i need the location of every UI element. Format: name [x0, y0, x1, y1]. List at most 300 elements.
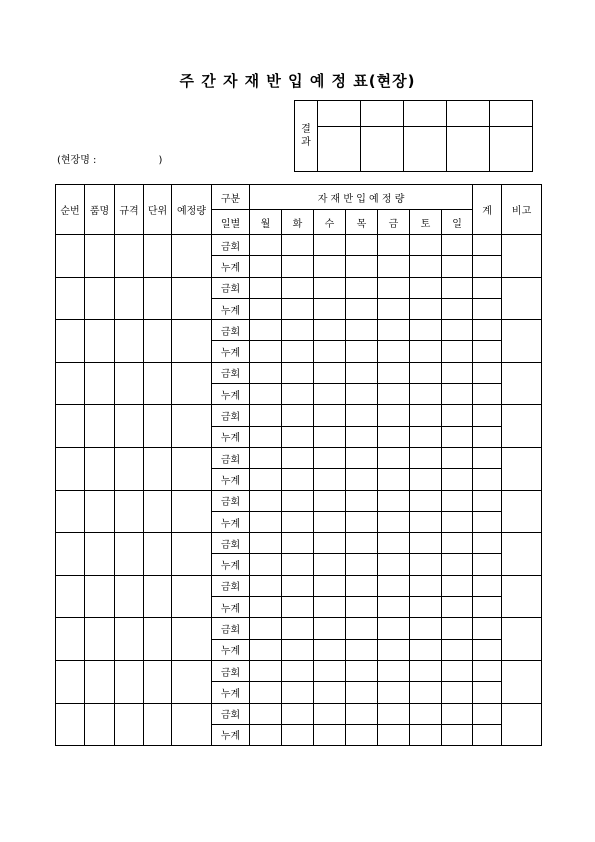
- day-value-cell[interactable]: [378, 362, 410, 383]
- day-value-cell[interactable]: [442, 703, 473, 724]
- day-value-cell[interactable]: [346, 660, 378, 681]
- day-value-cell[interactable]: [346, 256, 378, 277]
- seq-cell[interactable]: [56, 447, 85, 490]
- day-value-cell[interactable]: [378, 575, 410, 596]
- planned-cell[interactable]: [172, 447, 212, 490]
- row-label-cumulative: 누계: [212, 682, 250, 703]
- spec-cell[interactable]: [115, 405, 144, 448]
- spec-cell[interactable]: [115, 447, 144, 490]
- item-cell[interactable]: [85, 490, 115, 533]
- seq-cell[interactable]: [56, 277, 85, 320]
- day-value-cell[interactable]: [250, 277, 282, 298]
- unit-cell[interactable]: [144, 277, 172, 320]
- day-value-cell[interactable]: [314, 447, 346, 468]
- approval-label: [295, 101, 318, 172]
- day-value-cell[interactable]: [282, 362, 314, 383]
- total-cell[interactable]: [473, 235, 502, 256]
- day-value-cell[interactable]: [378, 320, 410, 341]
- day-value-cell[interactable]: [410, 256, 442, 277]
- day-value-cell[interactable]: [250, 660, 282, 681]
- day-value-cell[interactable]: [442, 554, 473, 575]
- day-value-cell[interactable]: [442, 256, 473, 277]
- total-cell[interactable]: [473, 660, 502, 681]
- item-cell[interactable]: [85, 362, 115, 405]
- day-value-cell[interactable]: [378, 490, 410, 511]
- day-value-cell[interactable]: [410, 298, 442, 319]
- spec-cell[interactable]: [115, 235, 144, 278]
- total-cell[interactable]: [473, 724, 502, 745]
- day-value-cell[interactable]: [442, 490, 473, 511]
- item-cell[interactable]: [85, 320, 115, 363]
- planned-cell[interactable]: [172, 362, 212, 405]
- seq-cell[interactable]: [56, 660, 85, 703]
- day-value-cell[interactable]: [314, 235, 346, 256]
- day-value-cell[interactable]: [282, 277, 314, 298]
- day-value-cell[interactable]: [410, 469, 442, 490]
- day-value-cell[interactable]: [250, 682, 282, 703]
- col-header-item: 품명: [85, 185, 115, 235]
- day-value-cell[interactable]: [250, 490, 282, 511]
- item-cell[interactable]: [85, 447, 115, 490]
- day-value-cell[interactable]: [314, 575, 346, 596]
- spec-cell[interactable]: [115, 320, 144, 363]
- day-value-cell[interactable]: [250, 298, 282, 319]
- day-value-cell[interactable]: [346, 469, 378, 490]
- seq-cell[interactable]: [56, 703, 85, 746]
- day-value-cell[interactable]: [282, 618, 314, 639]
- day-value-cell[interactable]: [378, 384, 410, 405]
- total-cell[interactable]: [473, 362, 502, 383]
- day-value-cell[interactable]: [282, 490, 314, 511]
- planned-cell[interactable]: [172, 618, 212, 661]
- spec-cell[interactable]: [115, 703, 144, 746]
- col-header-category: 구분: [212, 185, 250, 210]
- row-label-current: 금회: [212, 703, 250, 724]
- row-label-current: 금회: [212, 277, 250, 298]
- spec-cell[interactable]: [115, 618, 144, 661]
- row-label-current: 금회: [212, 533, 250, 554]
- day-value-cell[interactable]: [250, 405, 282, 426]
- day-value-cell[interactable]: [282, 341, 314, 362]
- unit-cell[interactable]: [144, 235, 172, 278]
- day-header-sun: 일: [442, 210, 473, 235]
- unit-cell[interactable]: [144, 660, 172, 703]
- day-value-cell[interactable]: [410, 426, 442, 447]
- col-header-remarks: 비고: [502, 185, 542, 235]
- total-cell[interactable]: [473, 447, 502, 468]
- row-label-current: 금회: [212, 320, 250, 341]
- total-cell[interactable]: [473, 490, 502, 511]
- seq-cell[interactable]: [56, 235, 85, 278]
- day-value-cell[interactable]: [378, 639, 410, 660]
- unit-cell[interactable]: [144, 618, 172, 661]
- unit-cell[interactable]: [144, 703, 172, 746]
- planned-cell[interactable]: [172, 235, 212, 278]
- day-value-cell[interactable]: [250, 447, 282, 468]
- day-value-cell[interactable]: [250, 618, 282, 639]
- day-value-cell[interactable]: [442, 533, 473, 554]
- day-value-cell[interactable]: [346, 724, 378, 745]
- row-label-cumulative: 누계: [212, 298, 250, 319]
- item-cell[interactable]: [85, 575, 115, 618]
- day-value-cell[interactable]: [442, 384, 473, 405]
- unit-cell[interactable]: [144, 320, 172, 363]
- day-value-cell[interactable]: [378, 447, 410, 468]
- total-cell[interactable]: [473, 682, 502, 703]
- planned-cell[interactable]: [172, 703, 212, 746]
- day-value-cell[interactable]: [410, 660, 442, 681]
- planned-cell[interactable]: [172, 320, 212, 363]
- day-value-cell[interactable]: [314, 597, 346, 618]
- day-value-cell[interactable]: [378, 597, 410, 618]
- day-value-cell[interactable]: [250, 703, 282, 724]
- total-cell[interactable]: [473, 320, 502, 341]
- day-value-cell[interactable]: [410, 533, 442, 554]
- day-header-thu: 목: [346, 210, 378, 235]
- day-value-cell[interactable]: [314, 511, 346, 532]
- planned-cell[interactable]: [172, 660, 212, 703]
- day-value-cell[interactable]: [250, 724, 282, 745]
- approval-sign-cell[interactable]: [490, 127, 533, 172]
- day-value-cell[interactable]: [378, 618, 410, 639]
- day-value-cell[interactable]: [282, 405, 314, 426]
- approval-header-cell[interactable]: [447, 101, 490, 127]
- day-value-cell[interactable]: [442, 405, 473, 426]
- day-value-cell[interactable]: [282, 511, 314, 532]
- spec-cell[interactable]: [115, 533, 144, 576]
- day-value-cell[interactable]: [410, 405, 442, 426]
- day-value-cell[interactable]: [282, 682, 314, 703]
- day-value-cell[interactable]: [346, 320, 378, 341]
- unit-cell[interactable]: [144, 533, 172, 576]
- spec-cell[interactable]: [115, 660, 144, 703]
- col-header-date: 일별: [212, 210, 250, 235]
- day-value-cell[interactable]: [250, 341, 282, 362]
- day-value-cell[interactable]: [250, 533, 282, 554]
- day-value-cell[interactable]: [346, 405, 378, 426]
- day-value-cell[interactable]: [442, 426, 473, 447]
- day-value-cell[interactable]: [442, 298, 473, 319]
- total-cell[interactable]: [473, 575, 502, 596]
- item-cell[interactable]: [85, 235, 115, 278]
- day-value-cell[interactable]: [378, 298, 410, 319]
- day-value-cell[interactable]: [346, 277, 378, 298]
- total-cell[interactable]: [473, 426, 502, 447]
- day-value-cell[interactable]: [378, 533, 410, 554]
- remarks-cell[interactable]: [502, 235, 542, 278]
- day-value-cell[interactable]: [442, 724, 473, 745]
- approval-header-cell[interactable]: [490, 101, 533, 127]
- day-value-cell[interactable]: [250, 384, 282, 405]
- total-cell[interactable]: [473, 298, 502, 319]
- spec-cell[interactable]: [115, 575, 144, 618]
- day-value-cell[interactable]: [250, 639, 282, 660]
- day-value-cell[interactable]: [410, 341, 442, 362]
- day-value-cell[interactable]: [250, 235, 282, 256]
- day-value-cell[interactable]: [346, 682, 378, 703]
- day-value-cell[interactable]: [378, 724, 410, 745]
- approval-sign-cell[interactable]: [404, 127, 447, 172]
- day-value-cell[interactable]: [410, 639, 442, 660]
- day-value-cell[interactable]: [314, 405, 346, 426]
- day-value-cell[interactable]: [442, 511, 473, 532]
- day-value-cell[interactable]: [282, 703, 314, 724]
- day-value-cell[interactable]: [314, 384, 346, 405]
- remarks-cell[interactable]: [502, 533, 542, 576]
- day-value-cell[interactable]: [282, 320, 314, 341]
- day-value-cell[interactable]: [282, 256, 314, 277]
- approval-header-cell[interactable]: [361, 101, 404, 127]
- unit-cell[interactable]: [144, 575, 172, 618]
- seq-cell[interactable]: [56, 320, 85, 363]
- day-header-tue: 화: [282, 210, 314, 235]
- day-value-cell[interactable]: [346, 447, 378, 468]
- day-value-cell[interactable]: [314, 724, 346, 745]
- day-value-cell[interactable]: [378, 469, 410, 490]
- remarks-cell[interactable]: [502, 490, 542, 533]
- day-value-cell[interactable]: [378, 703, 410, 724]
- day-value-cell[interactable]: [250, 597, 282, 618]
- unit-cell[interactable]: [144, 490, 172, 533]
- remarks-cell[interactable]: [502, 703, 542, 746]
- spec-cell[interactable]: [115, 362, 144, 405]
- table-row: [56, 490, 542, 511]
- day-value-cell[interactable]: [314, 618, 346, 639]
- material-schedule-table: [55, 184, 542, 746]
- day-value-cell[interactable]: [346, 298, 378, 319]
- approval-header-cell[interactable]: [318, 101, 361, 127]
- day-value-cell[interactable]: [442, 682, 473, 703]
- day-value-cell[interactable]: [282, 597, 314, 618]
- day-value-cell[interactable]: [282, 469, 314, 490]
- day-value-cell[interactable]: [250, 256, 282, 277]
- day-value-cell[interactable]: [410, 703, 442, 724]
- day-value-cell[interactable]: [282, 447, 314, 468]
- approval-box: [294, 100, 533, 172]
- total-cell[interactable]: [473, 618, 502, 639]
- day-value-cell[interactable]: [314, 660, 346, 681]
- seq-cell[interactable]: [56, 405, 85, 448]
- total-cell[interactable]: [473, 405, 502, 426]
- planned-cell[interactable]: [172, 575, 212, 618]
- remarks-cell[interactable]: [502, 320, 542, 363]
- day-value-cell[interactable]: [442, 639, 473, 660]
- day-value-cell[interactable]: [282, 575, 314, 596]
- day-value-cell[interactable]: [378, 682, 410, 703]
- day-value-cell[interactable]: [410, 235, 442, 256]
- seq-cell[interactable]: [56, 362, 85, 405]
- day-value-cell[interactable]: [442, 660, 473, 681]
- seq-cell[interactable]: [56, 533, 85, 576]
- approval-sign-cell[interactable]: [447, 127, 490, 172]
- remarks-cell[interactable]: [502, 277, 542, 320]
- remarks-cell[interactable]: [502, 618, 542, 661]
- day-value-cell[interactable]: [378, 235, 410, 256]
- day-value-cell[interactable]: [442, 362, 473, 383]
- planned-cell[interactable]: [172, 533, 212, 576]
- day-value-cell[interactable]: [346, 362, 378, 383]
- day-value-cell[interactable]: [250, 426, 282, 447]
- total-cell[interactable]: [473, 533, 502, 554]
- day-value-cell[interactable]: [442, 341, 473, 362]
- day-value-cell[interactable]: [410, 575, 442, 596]
- row-label-cumulative: 누계: [212, 724, 250, 745]
- item-cell[interactable]: [85, 405, 115, 448]
- site-name-line: [57, 151, 162, 166]
- day-value-cell[interactable]: [378, 256, 410, 277]
- remarks-cell[interactable]: [502, 575, 542, 618]
- day-value-cell[interactable]: [314, 469, 346, 490]
- day-value-cell[interactable]: [442, 469, 473, 490]
- spec-cell[interactable]: [115, 490, 144, 533]
- day-value-cell[interactable]: [314, 703, 346, 724]
- day-value-cell[interactable]: [410, 490, 442, 511]
- day-value-cell[interactable]: [282, 554, 314, 575]
- day-value-cell[interactable]: [314, 362, 346, 383]
- day-value-cell[interactable]: [378, 511, 410, 532]
- day-value-cell[interactable]: [250, 469, 282, 490]
- total-cell[interactable]: [473, 511, 502, 532]
- day-value-cell[interactable]: [314, 277, 346, 298]
- day-value-cell[interactable]: [314, 533, 346, 554]
- approval-sign-cell[interactable]: [318, 127, 361, 172]
- day-value-cell[interactable]: [410, 511, 442, 532]
- day-value-cell[interactable]: [442, 447, 473, 468]
- total-cell[interactable]: [473, 384, 502, 405]
- day-value-cell[interactable]: [346, 703, 378, 724]
- table-row: [56, 277, 542, 298]
- total-cell[interactable]: [473, 256, 502, 277]
- total-cell[interactable]: [473, 639, 502, 660]
- remarks-cell[interactable]: [502, 405, 542, 448]
- day-value-cell[interactable]: [410, 618, 442, 639]
- total-cell[interactable]: [473, 341, 502, 362]
- item-cell[interactable]: [85, 660, 115, 703]
- total-cell[interactable]: [473, 277, 502, 298]
- unit-cell[interactable]: [144, 362, 172, 405]
- seq-cell[interactable]: [56, 490, 85, 533]
- day-value-cell[interactable]: [346, 341, 378, 362]
- day-value-cell[interactable]: [378, 660, 410, 681]
- day-value-cell[interactable]: [282, 660, 314, 681]
- day-value-cell[interactable]: [282, 298, 314, 319]
- day-value-cell[interactable]: [346, 235, 378, 256]
- day-value-cell[interactable]: [314, 341, 346, 362]
- day-value-cell[interactable]: [410, 320, 442, 341]
- day-value-cell[interactable]: [250, 362, 282, 383]
- day-value-cell[interactable]: [378, 405, 410, 426]
- day-value-cell[interactable]: [378, 277, 410, 298]
- day-value-cell[interactable]: [282, 639, 314, 660]
- total-cell[interactable]: [473, 597, 502, 618]
- day-value-cell[interactable]: [250, 511, 282, 532]
- item-cell[interactable]: [85, 618, 115, 661]
- day-value-cell[interactable]: [346, 618, 378, 639]
- total-cell[interactable]: [473, 703, 502, 724]
- item-cell[interactable]: [85, 533, 115, 576]
- approval-header-cell[interactable]: [404, 101, 447, 127]
- day-value-cell[interactable]: [250, 554, 282, 575]
- day-value-cell[interactable]: [314, 256, 346, 277]
- day-value-cell[interactable]: [346, 490, 378, 511]
- day-value-cell[interactable]: [282, 724, 314, 745]
- day-value-cell[interactable]: [346, 597, 378, 618]
- remarks-cell[interactable]: [502, 660, 542, 703]
- day-value-cell[interactable]: [314, 320, 346, 341]
- unit-cell[interactable]: [144, 405, 172, 448]
- day-value-cell[interactable]: [346, 554, 378, 575]
- day-value-cell[interactable]: [442, 597, 473, 618]
- day-value-cell[interactable]: [282, 533, 314, 554]
- approval-sign-cell[interactable]: [361, 127, 404, 172]
- remarks-cell[interactable]: [502, 362, 542, 405]
- planned-cell[interactable]: [172, 277, 212, 320]
- day-value-cell[interactable]: [442, 618, 473, 639]
- day-value-cell[interactable]: [346, 639, 378, 660]
- day-value-cell[interactable]: [410, 362, 442, 383]
- day-value-cell[interactable]: [378, 341, 410, 362]
- day-value-cell[interactable]: [346, 426, 378, 447]
- day-value-cell[interactable]: [410, 447, 442, 468]
- day-value-cell[interactable]: [314, 639, 346, 660]
- day-value-cell[interactable]: [410, 277, 442, 298]
- item-cell[interactable]: [85, 703, 115, 746]
- day-value-cell[interactable]: [442, 235, 473, 256]
- spec-cell[interactable]: [115, 277, 144, 320]
- day-value-cell[interactable]: [250, 575, 282, 596]
- total-cell[interactable]: [473, 469, 502, 490]
- day-header-sat: 토: [410, 210, 442, 235]
- planned-cell[interactable]: [172, 405, 212, 448]
- day-value-cell[interactable]: [314, 682, 346, 703]
- day-value-cell[interactable]: [346, 533, 378, 554]
- day-value-cell[interactable]: [410, 682, 442, 703]
- day-value-cell[interactable]: [442, 320, 473, 341]
- day-value-cell[interactable]: [378, 426, 410, 447]
- day-value-cell[interactable]: [410, 597, 442, 618]
- unit-cell[interactable]: [144, 447, 172, 490]
- item-cell[interactable]: [85, 277, 115, 320]
- day-value-cell[interactable]: [410, 554, 442, 575]
- page-title: 주 간 자 재 반 입 예 정 표(현장): [179, 72, 416, 90]
- day-value-cell[interactable]: [314, 490, 346, 511]
- day-value-cell[interactable]: [250, 320, 282, 341]
- day-value-cell[interactable]: [314, 426, 346, 447]
- day-value-cell[interactable]: [410, 384, 442, 405]
- day-value-cell[interactable]: [314, 554, 346, 575]
- day-value-cell[interactable]: [282, 235, 314, 256]
- planned-cell[interactable]: [172, 490, 212, 533]
- day-value-cell[interactable]: [282, 384, 314, 405]
- day-value-cell[interactable]: [346, 384, 378, 405]
- row-label-current: 금회: [212, 660, 250, 681]
- total-cell[interactable]: [473, 554, 502, 575]
- day-value-cell[interactable]: [282, 426, 314, 447]
- remarks-cell[interactable]: [502, 447, 542, 490]
- row-label-cumulative: 누계: [212, 597, 250, 618]
- seq-cell[interactable]: [56, 575, 85, 618]
- day-value-cell[interactable]: [378, 554, 410, 575]
- day-value-cell[interactable]: [314, 298, 346, 319]
- seq-cell[interactable]: [56, 618, 85, 661]
- day-value-cell[interactable]: [410, 724, 442, 745]
- day-header-wed: 수: [314, 210, 346, 235]
- day-value-cell[interactable]: [346, 511, 378, 532]
- day-value-cell[interactable]: [346, 575, 378, 596]
- table-row: [56, 575, 542, 596]
- day-value-cell[interactable]: [442, 575, 473, 596]
- day-value-cell[interactable]: [442, 277, 473, 298]
